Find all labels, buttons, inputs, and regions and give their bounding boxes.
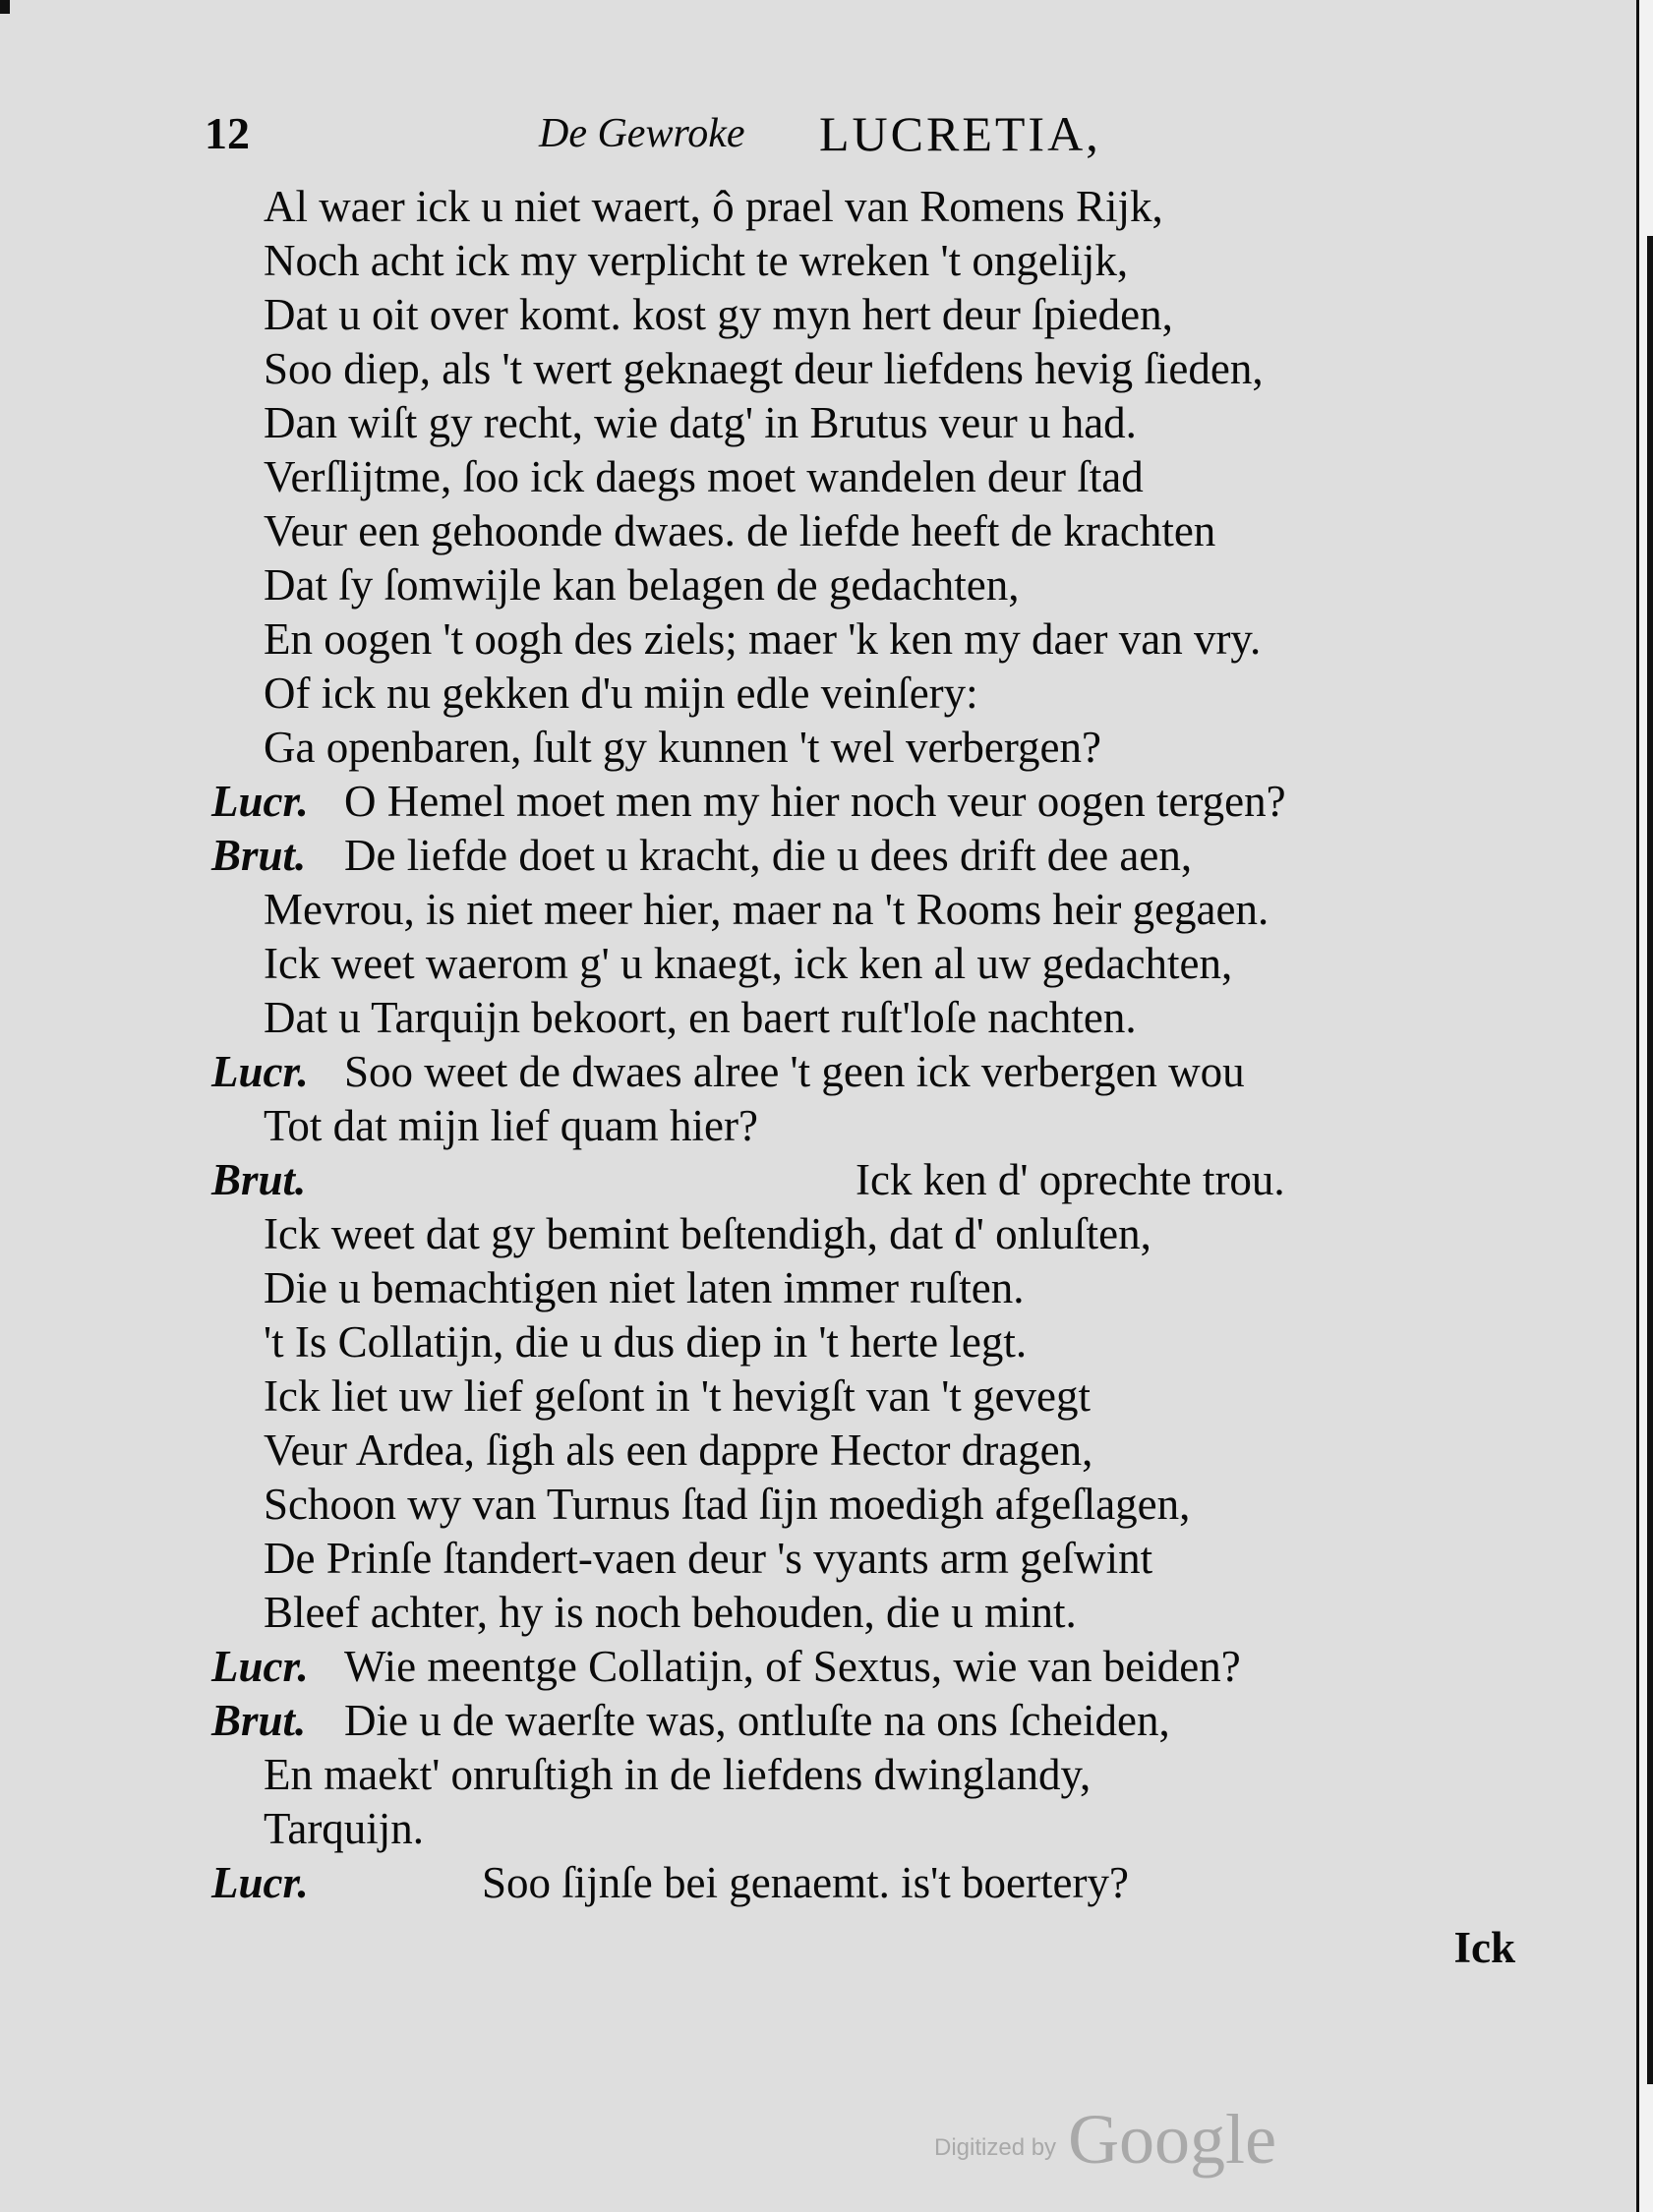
verse-text: Ga openbaren, ſult gy kunnen 't wel verbergen? xyxy=(264,723,1101,772)
verse-line xyxy=(0,1153,1653,1207)
speaker-label: Brut. xyxy=(211,831,307,880)
verse-line xyxy=(0,829,1653,883)
verse-line xyxy=(0,612,1653,667)
verse-line xyxy=(0,991,1653,1045)
verse-text: Veur een gehoonde dwaes. de liefde heeft de krachten xyxy=(264,506,1216,555)
verse-text: En oogen 't oogh des ziels; maer 'k ken my daer van vry. xyxy=(264,614,1262,664)
speaker-label: Lucr. xyxy=(211,1047,309,1096)
verse-text: Mevrou, is niet meer hier, maer na 't Rooms heir gegaen. xyxy=(264,885,1269,934)
verse-line xyxy=(0,288,1653,342)
verse-text: Dat u oit over komt. kost gy myn hert deur ſpieden, xyxy=(264,290,1173,339)
verse-text: Dat u Tarquijn bekoort, en baert ruſt'loſe nachten. xyxy=(264,993,1137,1042)
running-title-italic: De Gewroke xyxy=(539,111,745,156)
verse-line xyxy=(0,937,1653,991)
verse-lines xyxy=(0,180,1653,1910)
corner-ink-mark xyxy=(0,0,10,14)
verse-line xyxy=(0,558,1653,612)
verse-line xyxy=(0,721,1653,775)
verse-line xyxy=(0,504,1653,558)
verse-text: De liefde doet u kracht, die u dees drift dee aen, xyxy=(344,831,1193,880)
digitization-watermark xyxy=(934,2099,1276,2178)
speaker-label: Lucr. xyxy=(211,1858,309,1907)
verse-line xyxy=(0,883,1653,937)
verse-line xyxy=(0,1045,1653,1099)
verse-line xyxy=(0,1802,1653,1856)
verse-text: Ick weet waerom g' u knaegt, ick ken al uw gedachten, xyxy=(264,939,1233,988)
verse-text: Of ick nu gekken d'u mijn edle veinſery: xyxy=(264,669,978,718)
verse-line xyxy=(0,1748,1653,1802)
verse-line xyxy=(0,1478,1653,1532)
running-head xyxy=(205,104,1483,163)
verse-line xyxy=(0,775,1653,829)
verse-line xyxy=(0,342,1653,396)
verse-line xyxy=(0,1261,1653,1315)
verse-line xyxy=(0,1694,1653,1748)
verse-text: Dat ſy ſomwijle kan belagen de gedachten, xyxy=(264,560,1020,610)
verse-text: Veur Ardea, ſigh als een dappre Hector dragen, xyxy=(264,1426,1093,1475)
verse-text: 't Is Collatijn, die u dus diep in 't herte legt. xyxy=(264,1317,1028,1367)
verse-line xyxy=(0,1586,1653,1640)
speaker-label: Lucr. xyxy=(211,777,309,826)
verse-line xyxy=(0,1207,1653,1261)
verse-text: Ick liet uw lief geſont in 't hevigſt van 't gevegt xyxy=(264,1371,1092,1421)
speaker-label: Lucr. xyxy=(211,1642,309,1691)
verse-text: Verſlijtme, ſoo ick daegs moet wandelen deur ſtad xyxy=(264,452,1144,501)
verse-text: Tot dat mijn lief quam hier? xyxy=(264,1101,758,1150)
verse-text: Tarquijn. xyxy=(264,1804,425,1853)
verse-line xyxy=(0,1640,1653,1694)
verse-text: Dan wiſt gy recht, wie datg' in Brutus veur u had. xyxy=(264,398,1137,447)
verse-line xyxy=(0,450,1653,504)
verse-line xyxy=(0,396,1653,450)
speaker-label: Brut. xyxy=(211,1696,307,1745)
verse-line xyxy=(0,1532,1653,1586)
verse-text: O Hemel moet men my hier noch veur oogen tergen? xyxy=(344,777,1286,826)
verse-text: Wie meentge Collatijn, of Sextus, wie van beiden? xyxy=(344,1642,1241,1691)
verse-text: Noch acht ick my verplicht te wreken 't ongelijk, xyxy=(264,236,1129,285)
verse-text: Soo ſijnſe bei genaemt. is't boertery? xyxy=(482,1858,1129,1907)
running-title-caps: LUCRETIA, xyxy=(819,106,1101,161)
speaker-label: Brut. xyxy=(211,1155,307,1204)
verse-line xyxy=(0,1099,1653,1153)
verse-text: De Prinſe ſtandert-vaen deur 's vyants arm geſwint xyxy=(264,1534,1153,1583)
verse-line xyxy=(0,234,1653,288)
verse-text: Bleef achter, hy is noch behouden, die u mint. xyxy=(264,1588,1077,1637)
verse-text: Soo weet de dwaes alree 't geen ick verbergen wou xyxy=(344,1047,1245,1096)
verse-line xyxy=(0,1424,1653,1478)
verse-text: Ick weet dat gy bemint beſtendigh, dat d' onluſten, xyxy=(264,1209,1151,1258)
watermark-prefix: Digitized by xyxy=(934,2134,1057,2161)
verse-text: Al waer ick u niet waert, ô prael van Romens Rijk, xyxy=(264,182,1163,231)
verse-line xyxy=(0,180,1653,234)
verse-line xyxy=(0,1369,1653,1424)
verse-line xyxy=(0,667,1653,721)
verse-line xyxy=(0,1315,1653,1369)
page-number: 12 xyxy=(205,108,250,158)
verse-text: Schoon wy van Turnus ſtad ſijn moedigh afgeſlagen, xyxy=(264,1480,1191,1529)
verse-line xyxy=(0,1856,1653,1910)
verse-text: Die u de waerſte was, ontluſte na ons ſcheiden, xyxy=(344,1696,1170,1745)
catchword: Ick xyxy=(1453,1923,1515,1972)
watermark-brand: Google xyxy=(1068,2100,1277,2179)
verse-text: Die u bemachtigen niet laten immer ruſten. xyxy=(264,1263,1025,1312)
verse-text: Soo diep, als 't wert geknaegt deur liefdens hevig ſieden, xyxy=(264,344,1264,393)
verse-text: Ick ken d' oprechte trou. xyxy=(856,1155,1285,1204)
verse-text: En maekt' onruſtigh in de liefdens dwinglandy, xyxy=(264,1750,1092,1799)
